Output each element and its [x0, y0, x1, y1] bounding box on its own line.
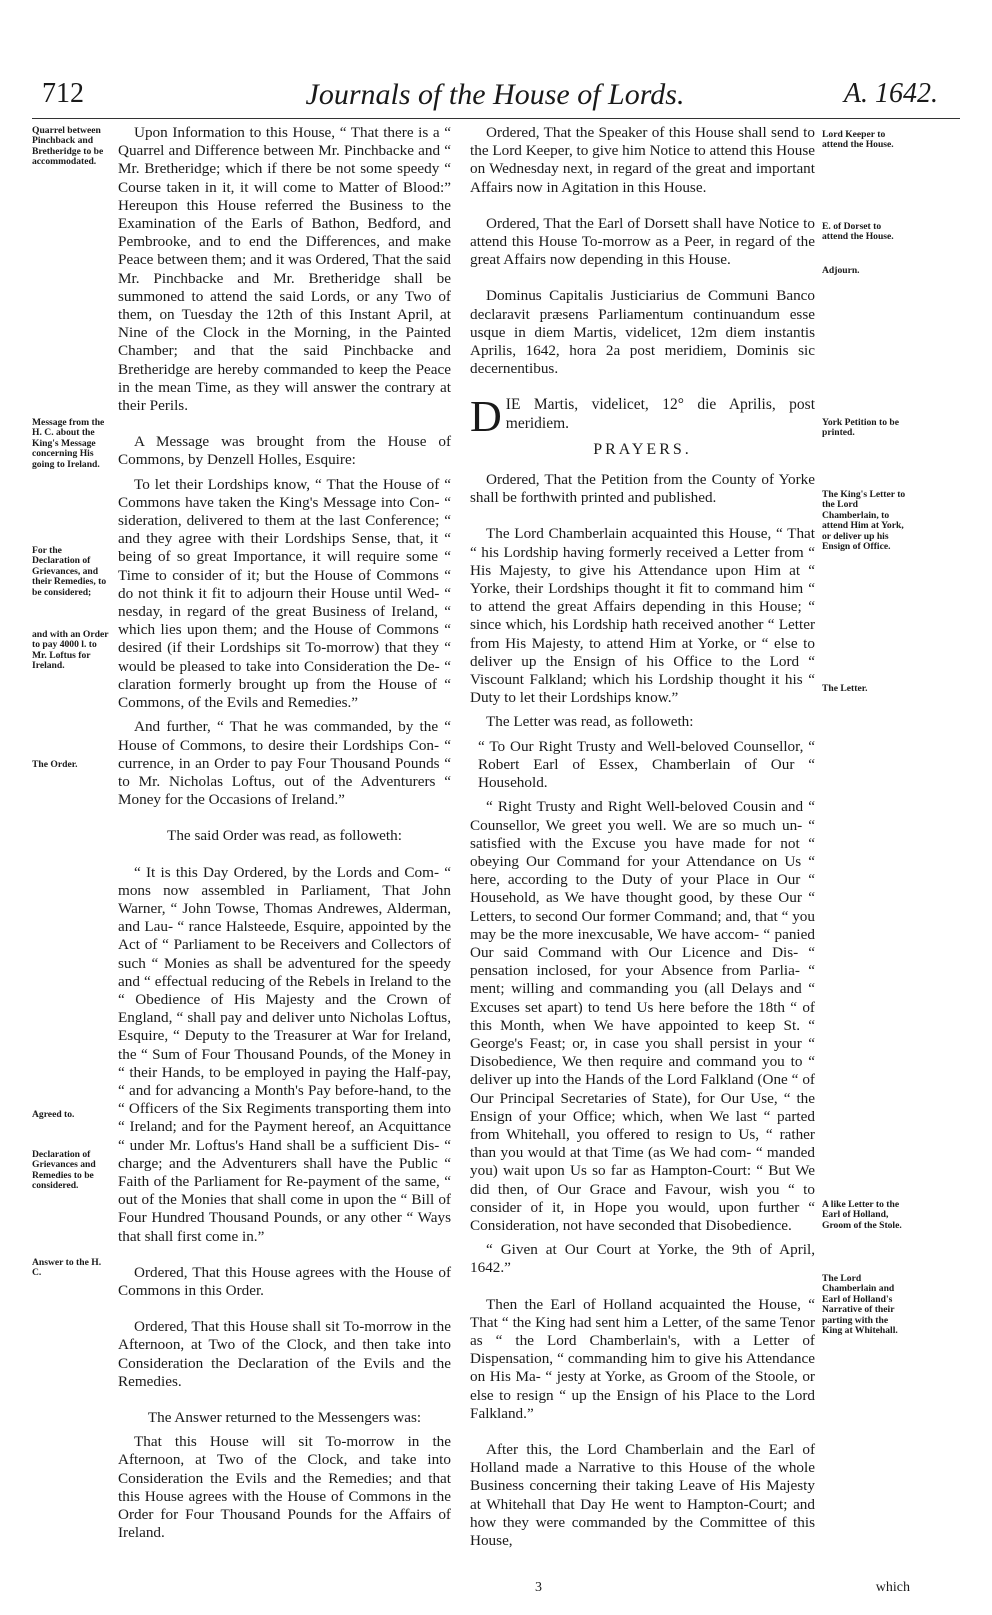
day-heading: [470, 392, 815, 442]
paragraph: The said Order was read, as followeth:: [167, 827, 402, 845]
drop-cap: D: [470, 392, 502, 442]
page-year: A. 1642.: [843, 78, 938, 109]
margin-note: Quarrel between Pinchback and Bretheridge to be accommodated.: [32, 125, 104, 168]
margin-note: Agreed to.: [32, 1109, 75, 1120]
margin-note: Declaration of Grievances and Remedies to be considered.: [32, 1149, 96, 1192]
margin-note: Adjourn.: [822, 265, 860, 276]
paragraph: Ordered, That the Earl of Dorsett shall have Notice to attend this House To-morrow as a Peer, in regard of the great Affairs now depending in this House.: [470, 214, 815, 269]
signature-mark: 3: [535, 1580, 542, 1595]
paragraph: Ordered, That this House agrees with the House of Commons in this Order.: [118, 1263, 451, 1299]
paragraph: “ Given at Our Court at Yorke, the 9th of April, 1642.”: [470, 1241, 815, 1277]
page-header: [30, 78, 960, 118]
margin-note: Answer to the H. C.: [32, 1257, 102, 1279]
prayers-heading: PRAYERS.: [593, 440, 692, 458]
margin-note: Message from the H. C. about the King's Message concerning His going to Ireland.: [32, 417, 105, 470]
paragraph: The Answer returned to the Messengers was:: [147, 1409, 422, 1426]
catchword: which: [875, 1580, 910, 1595]
paragraph: Ordered, That this House shall sit To-morrow in the Afternoon, at Two of the Clock, and then take into Consideration the Declaration of the Evils and the Remedies.: [118, 1318, 451, 1390]
page-title: Journals of the House of Lords.: [305, 78, 685, 111]
paragraph: The Lord Chamberlain acquainted this House, “ That “ his Lordship having formerly received a Letter from “ His Majesty, to give his Attendance upon Him at “ Yorke, their Lordships thought it fit to command him “ to attend the great Affairs depending in this House; “ since which, his Lordship hath received another “ Letter from His Majesty, to attend Him at Yorke, or “ else to deliver up the Ensign of his Office to the Lord “ Viscount Falkland; which his Lordship thought it his “ Duty to let their Lordships know.”: [470, 525, 815, 707]
paragraph: Ordered, That the Speaker of this House shall send to the Lord Keeper, to give him Notice to attend this House on Wednesday next, in regard of the great and important Affairs now in Agitation in this House.: [470, 124, 815, 196]
paragraph: “ It is this Day Ordered, by the Lords and Com- “ mons now assembled in Parliament, That John Warner, “ John Towse, Thomas Andrewes, Alderman, and Lau- “ rance Halsteede, Esquire, appointed by the Act of “ Parliament to be Receivers and Collectors of such “ Monies as shall be adventured for the speedy and “ effectual reducing of the Rebels in Ireland to the “ Obedience of His Majesty and the Crown of England, “ shall pay and deliver unto Nicholas Loftus, Esquire, “ Deputy to the Treasurer at War for Ireland, the “ Sum of Four Thousand Pounds, of the Money in “ their Hands, to be employed in paying the Half-pay, “ and for advancing a Month's Pay before-hand, to the “ Officers of the Six Regiments transporting them into “ Ireland; and for the Payment hereof, an Acquittance “ under Mr. Loftus's Hand shall be a sufficient Dis- “ charge; and the Adventurers shall have the Public “ Faith of the Parliament for Re-payment of the same, “ out of the Monies that shall come in upon the “ Bill of Four Hundred Thousand Pounds, or any other “ Ways that shall first come in.”: [118, 863, 451, 1245]
paragraph: “ Right Trusty and Right Well-beloved Cousin and “ Counsellor, We greet you well. We are so much un- “ satisfied with the Excuse you have made for not “ obeying Our Command for your Attendance on Us “ here, according to the Duty of your Place in Our “ Household, as We have thought good, by these Our “ Letters, to second Our former Command; and, that “ you may be the more inexcusable, We have accom- “ panied Our said Command with Our Licence and Dis- “ pensation inclosed, for your Absence from Parlia- “ ment; willing and commanding you (all Delays and “ Excuses set apart) to tend Us here before the 18th “ of this Month, when We have appointed to keep St. “ George's Feast; or, in case you shall persist in your “ Disobedience, We then require and command you to “ deliver up into the Hands of the Lord Falkland (One “ of Our Principal Secretaries of State), for Our Use, “ the Ensign of your Office; which, when We last “ parted from Whitehall, you offered to resign to Us, “ rather than you would at that Time (as We had com- “ manded you) wait upon Us so far as Hampton-Court: “ But We did then, of Our Grace and Favour, wish you “ to consider of it, in Hope you would, upon further “ Consideration, not have seconded that Disobedience.: [470, 798, 815, 1234]
paragraph: A Message was brought from the House of Commons, by Denzell Holles, Esquire:: [118, 433, 451, 469]
paragraph: The Letter was read, as followeth:: [486, 713, 694, 731]
margin-note: For the Declaration of Grievances, and their Remedies, to be considered;: [32, 545, 107, 598]
margin-note: E. of Dorset to attend the House.: [822, 221, 894, 243]
paragraph: “ To Our Right Trusty and Well-beloved Counsellor, “ Robert Earl of Essex, Chamberlain of Our “ Household.: [478, 737, 815, 792]
margin-note: The Letter.: [822, 683, 868, 694]
paragraph: Upon Information to this House, “ That there is a “ Quarrel and Difference between Mr. Pinchbacke and “ Mr. Bretheridge; which if there be not some speedy “ Course taken in it, it will come to Matter of Blood:” Hereupon this House referred the Business to the Examination of the Earls of Bathon, Bedford, and Pembrooke, and to end the Differences, and make Peace between them; and it was Ordered, That the said Mr. Pinchbacke and Mr. Bretheridge shall be summoned to attend the said Lords, or any Two of them, on Tuesday the 12th of this Instant April, at Nine of the Clock in the Morning, in the Painted Chamber; and that the said Pinchbacke and Bretheridge are hereby commanded to keep the Peace in the mean Time, as they will answer the contrary at their Perils.: [118, 124, 451, 415]
paragraph: Dominus Capitalis Justiciarius de Communi Banco declaravit præsens Parliamentum continuandum esse usque in diem Martis, videlicet, 12m diem instantis Aprilis, 1642, hora 2a post meridiem, Dominis sic decernentibus.: [470, 287, 815, 378]
margin-note: The King's Letter to the Lord Chamberlain, to attend Him at York, or deliver up his Ensign of Office.: [822, 489, 906, 553]
margin-note: Lord Keeper to attend the House.: [822, 129, 894, 151]
day-heading-text: IE Martis, videlicet, 12° die Aprilis, post meridiem.: [505, 396, 815, 432]
paragraph: To let their Lordships know, “ That the House of “ Commons have taken the King's Message into Con- “ sideration, delivered to them at the last Conference; “ and they agree with their Lordships Sense, that, it “ being of so great Importance, it will require some “ Time to consider of it; but the House of Commons “ do not think it fit to adjourn their House until Wed- “ nesday, in regard of the great Business of Ireland, “ which lies upon them; and the House of Commons “ desired (if their Lordships sit To-morrow) that they “ would be pleased to take into Consideration the De- “ claration formerly brought up from the House of “ Commons, of the Evils and Remedies.”: [118, 475, 451, 712]
header-rule: [32, 118, 960, 119]
margin-note: and with an Order to pay 4000 l. to Mr. Loftus for Ireland.: [32, 629, 109, 672]
margin-note: The Order.: [32, 759, 78, 770]
page-number: 712: [42, 78, 84, 109]
left-column: [118, 124, 451, 1548]
margin-note: A like Letter to the Earl of Holland, Groom of the Stole.: [822, 1199, 902, 1231]
paragraph: Ordered, That the Petition from the County of Yorke shall be forthwith printed and published.: [470, 471, 815, 507]
paragraph: And further, “ That he was commanded, by the “ House of Commons, to desire their Lordships Con- “ currence, in an Order to pay Four Thousand Pounds “ to Mr. Nicholas Loftus, out of the Adventurers “ Money for the Occasions of Ireland.”: [118, 718, 451, 809]
paragraph: After this, the Lord Chamberlain and the Earl of Holland made a Narrative to this House of the whole Business concerning their taking Leave of His Majesty at Whitehall that Day He went to Hampton-Court; and how they were commanded by the Committee of this House,: [470, 1441, 815, 1550]
paragraph: That this House will sit To-morrow in the Afternoon, at Two of the Clock, and take into Consideration the Evils and the Remedies; and that this House agrees with the House of Commons in the Order for Four Thousand Pounds for the Affairs of Ireland.: [118, 1433, 451, 1542]
right-column: [470, 124, 815, 1556]
margin-note: The Lord Chamberlain and Earl of Holland's Narrative of their parting with the King at Whitehall.: [822, 1273, 898, 1337]
paragraph: Then the Earl of Holland acquainted the House, “ That “ the King had sent him a Letter, of the same Tenor as “ the Lord Chamberlain's, with a Letter of Dispensation, “ commanding him to give his Attendance on His Ma- “ jesty at Yorke, as Groom of the Stoole, or else to resign “ up the Ensign of his Place to the Lord Falkland.”: [470, 1295, 815, 1422]
margin-note: York Petition to be printed.: [822, 417, 900, 439]
